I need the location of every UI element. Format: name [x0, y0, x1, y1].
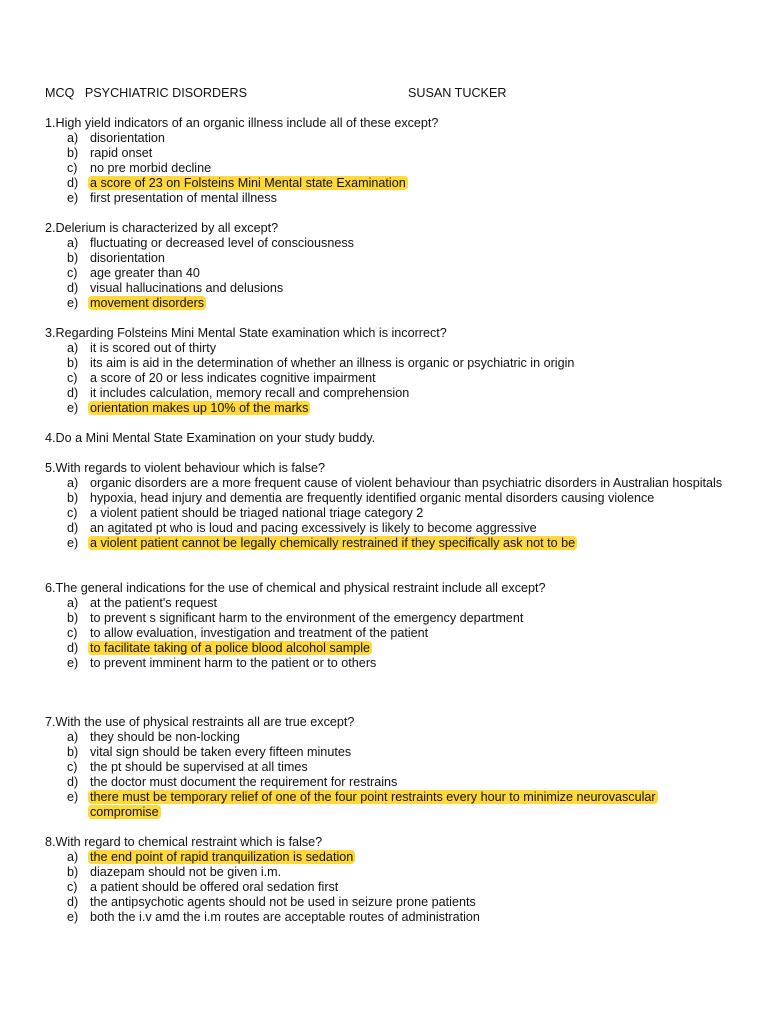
option-letter: e): [67, 296, 79, 310]
question-stem: 6.The general indications for the use of chemical and physical restraint include all except?: [45, 581, 546, 595]
question-8: [45, 835, 725, 925]
answer-option-highlighted: [45, 850, 725, 865]
option-text: a violent patient should be triaged national triage category 2: [90, 506, 424, 520]
option-letter: a): [67, 730, 79, 744]
option-text: disorientation: [90, 251, 165, 265]
option-letter: c): [67, 626, 78, 640]
question-stem: 8.With regard to chemical restraint which is false?: [45, 835, 323, 849]
question-2: [45, 221, 725, 311]
option-text: to prevent imminent harm to the patient or to others: [90, 656, 377, 670]
answer-option-highlighted: [45, 536, 725, 551]
option-text: an agitated pt who is loud and pacing excessively is likely to become aggressive: [90, 521, 537, 535]
question-6: [45, 581, 725, 671]
option-letter: d): [67, 386, 79, 400]
option-letter: e): [67, 191, 79, 205]
option-letter: e): [67, 401, 79, 415]
answer-option: [45, 611, 725, 626]
document-title: MCQ PSYCHIATRIC DISORDERS: [45, 86, 247, 100]
option-text: a score of 20 or less indicates cognitive impairment: [90, 371, 376, 385]
answer-option: [45, 341, 725, 356]
option-letter: c): [67, 266, 78, 280]
option-letter: b): [67, 745, 79, 759]
question-7: [45, 715, 725, 820]
option-text: orientation makes up 10% of the marks: [90, 401, 309, 415]
option-text: visual hallucinations and delusions: [90, 281, 284, 295]
answer-option: [45, 251, 725, 266]
option-text: fluctuating or decreased level of consciousness: [90, 236, 354, 250]
answer-option: [45, 506, 725, 521]
document-header: [45, 86, 725, 102]
answer-option: [45, 146, 725, 161]
question-5: [45, 461, 725, 551]
answer-option: [45, 476, 725, 491]
question-stem: 5.With regards to violent behaviour which is false?: [45, 461, 326, 475]
option-letter: c): [67, 371, 78, 385]
answer-option: [45, 775, 725, 790]
option-text: it includes calculation, memory recall and comprehension: [90, 386, 410, 400]
option-text: to facilitate taking of a police blood alcohol sample: [90, 641, 371, 655]
option-letter: e): [67, 790, 79, 804]
answer-option: [45, 191, 725, 206]
answer-option: [45, 760, 725, 775]
option-letter: d): [67, 521, 79, 535]
option-letter: a): [67, 341, 79, 355]
option-text: movement disorders: [90, 296, 205, 310]
question-stem: 3.Regarding Folsteins Mini Mental State examination which is incorrect?: [45, 326, 447, 340]
answer-option-highlighted: [45, 641, 725, 656]
option-letter: d): [67, 176, 79, 190]
answer-option: [45, 356, 725, 371]
option-text: they should be non-locking: [90, 730, 240, 744]
option-letter: a): [67, 850, 79, 864]
answer-option: [45, 626, 725, 641]
option-text: the doctor must document the requirement for restrains: [90, 775, 398, 789]
option-letter: d): [67, 895, 79, 909]
option-letter: b): [67, 865, 79, 879]
option-text: organic disorders are a more frequent cause of violent behaviour than psychiatric disorders in Australian hospitals: [90, 476, 723, 490]
option-letter: a): [67, 131, 79, 145]
option-letter: a): [67, 236, 79, 250]
option-letter: d): [67, 281, 79, 295]
option-text: hypoxia, head injury and dementia are frequently identified organic mental disorders causing violence: [90, 491, 655, 505]
question-stem: 4.Do a Mini Mental State Examination on your study buddy.: [45, 431, 376, 445]
option-letter: d): [67, 641, 79, 655]
option-letter: c): [67, 161, 78, 175]
option-text: diazepam should not be given i.m.: [90, 865, 282, 879]
option-text: a patient should be offered oral sedation first: [90, 880, 339, 894]
question-stem: 1.High yield indicators of an organic illness include all of these except?: [45, 116, 439, 130]
option-text: both the i.v amd the i.m routes are acceptable routes of administration: [90, 910, 480, 924]
option-letter: b): [67, 146, 79, 160]
question-3: [45, 326, 725, 416]
option-text: age greater than 40: [90, 266, 200, 280]
option-text: the pt should be supervised at all times: [90, 760, 308, 774]
answer-option: [45, 895, 725, 910]
answer-option: [45, 596, 725, 611]
answer-option: [45, 910, 725, 925]
author-name: SUSAN TUCKER: [408, 86, 507, 100]
option-text: vital sign should be taken every fifteen minutes: [90, 745, 352, 759]
option-text: first presentation of mental illness: [90, 191, 277, 205]
option-text: a violent patient cannot be legally chemically restrained if they specifically ask not to be: [90, 536, 576, 550]
answer-option: [45, 880, 725, 895]
answer-option: [45, 745, 725, 760]
option-text: there must be temporary relief of one of the four point restraints every hour to minimize neurovascular compromise: [90, 790, 656, 819]
answer-option: [45, 865, 725, 880]
option-letter: d): [67, 775, 79, 789]
answer-option-highlighted: [45, 296, 725, 311]
option-text: the antipsychotic agents should not be used in seizure prone patients: [90, 895, 476, 909]
answer-option: [45, 371, 725, 386]
option-letter: c): [67, 760, 78, 774]
option-text: the end point of rapid tranquilization is sedation: [90, 850, 354, 864]
question-1: [45, 116, 725, 206]
answer-option: [45, 131, 725, 146]
option-text: disorientation: [90, 131, 165, 145]
answer-option: [45, 161, 725, 176]
option-letter: a): [67, 596, 79, 610]
option-text: to allow evaluation, investigation and treatment of the patient: [90, 626, 429, 640]
option-text: its aim is aid in the determination of whether an illness is organic or psychiatric in origin: [90, 356, 575, 370]
option-letter: b): [67, 611, 79, 625]
answer-option: [45, 281, 725, 296]
option-letter: a): [67, 476, 79, 490]
option-letter: e): [67, 656, 79, 670]
answer-option-highlighted: [45, 176, 725, 191]
option-letter: b): [67, 251, 79, 265]
question-stem: 7.With the use of physical restraints all are true except?: [45, 715, 355, 729]
answer-option: [45, 491, 725, 506]
option-letter: c): [67, 506, 78, 520]
answer-option: [45, 521, 725, 536]
answer-option-highlighted: [45, 401, 725, 416]
option-text: rapid onset: [90, 146, 153, 160]
answer-option: [45, 386, 725, 401]
option-letter: e): [67, 536, 79, 550]
answer-option: [45, 236, 725, 251]
option-text: to prevent s significant harm to the environment of the emergency department: [90, 611, 524, 625]
question-stem: 2.Delerium is characterized by all except?: [45, 221, 279, 235]
answer-option-highlighted: [45, 790, 725, 820]
option-letter: e): [67, 910, 79, 924]
option-letter: b): [67, 491, 79, 505]
option-letter: b): [67, 356, 79, 370]
question-4: [45, 431, 725, 446]
answer-option: [45, 266, 725, 281]
option-text: at the patient's request: [90, 596, 218, 610]
option-letter: c): [67, 880, 78, 894]
option-text: a score of 23 on Folsteins Mini Mental state Examination: [90, 176, 406, 190]
answer-option: [45, 656, 725, 671]
option-text: no pre morbid decline: [90, 161, 212, 175]
answer-option: [45, 730, 725, 745]
option-text: it is scored out of thirty: [90, 341, 216, 355]
